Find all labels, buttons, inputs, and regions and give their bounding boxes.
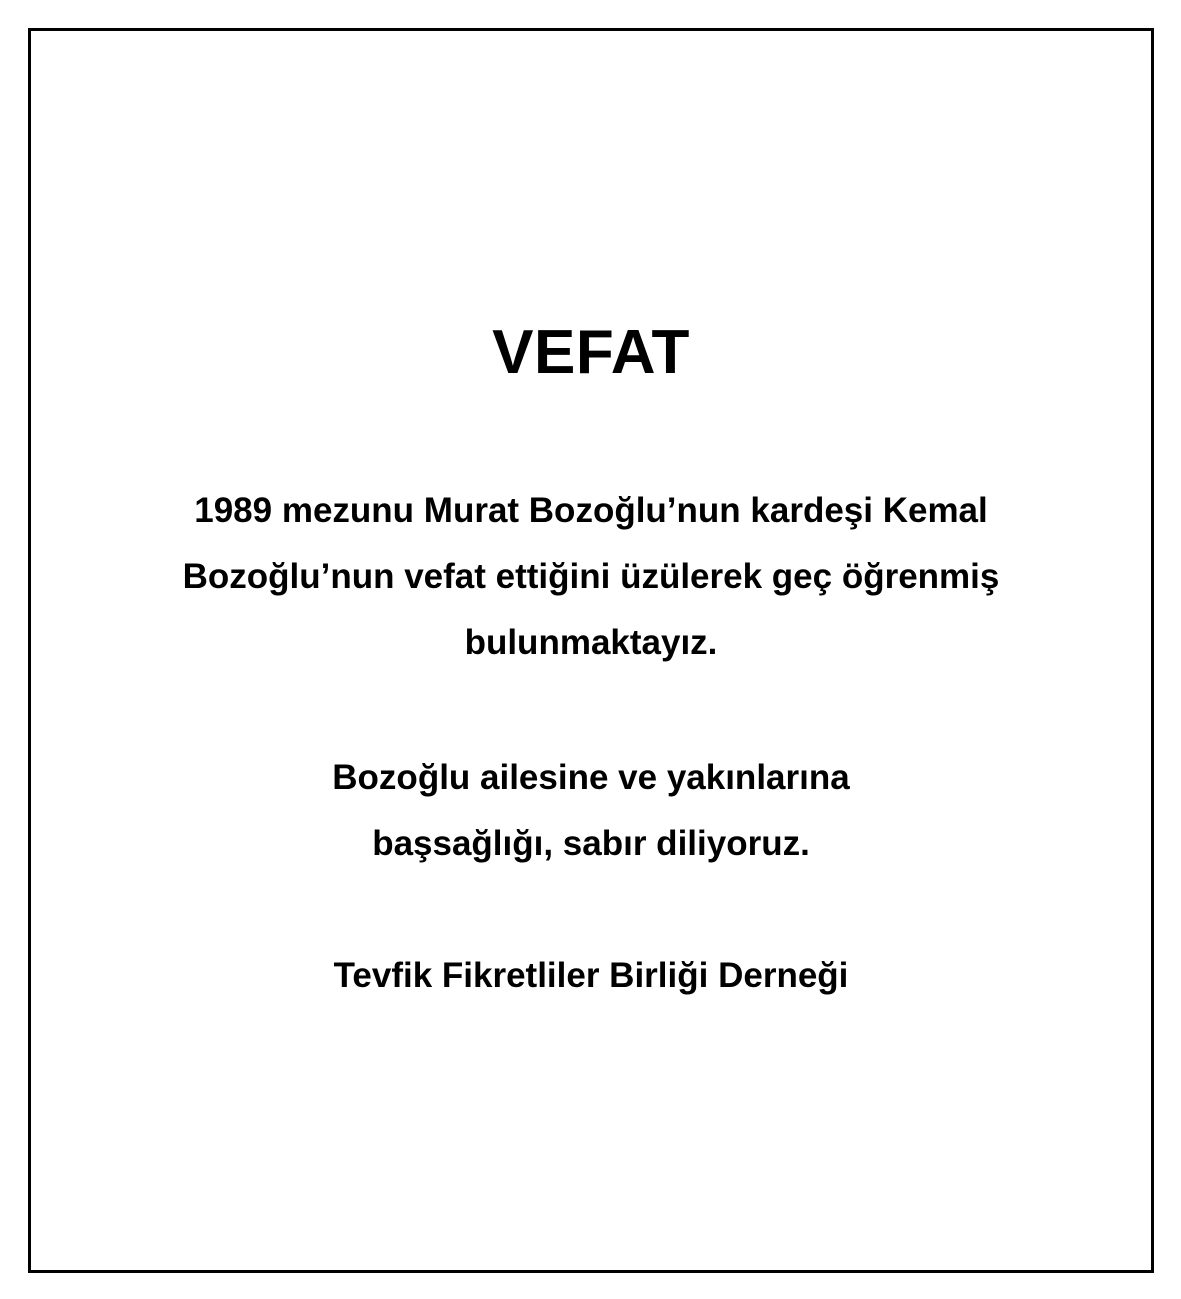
notice-message — [101, 478, 1081, 676]
message-line: 1989 mezunu Murat Bozoğlu’nun kardeşi Kemal — [194, 491, 988, 530]
notice-content — [31, 31, 1151, 1270]
condolence-message — [101, 745, 1081, 877]
signature-text: Tevfik Fikretliler Birliği Derneği — [333, 956, 849, 995]
condolence-line: başsağlığı, sabır diliyoruz. — [372, 824, 810, 863]
notice-frame — [28, 28, 1154, 1273]
notice-title: VEFAT — [492, 318, 690, 387]
signature — [101, 943, 1081, 1009]
message-line: bulunmaktayız. — [464, 623, 718, 662]
message-line: Bozoğlu’nun vefat ettiğini üzülerek geç öğrenmiş — [182, 557, 1000, 596]
condolence-line: Bozoğlu ailesine ve yakınlarına — [332, 758, 850, 797]
